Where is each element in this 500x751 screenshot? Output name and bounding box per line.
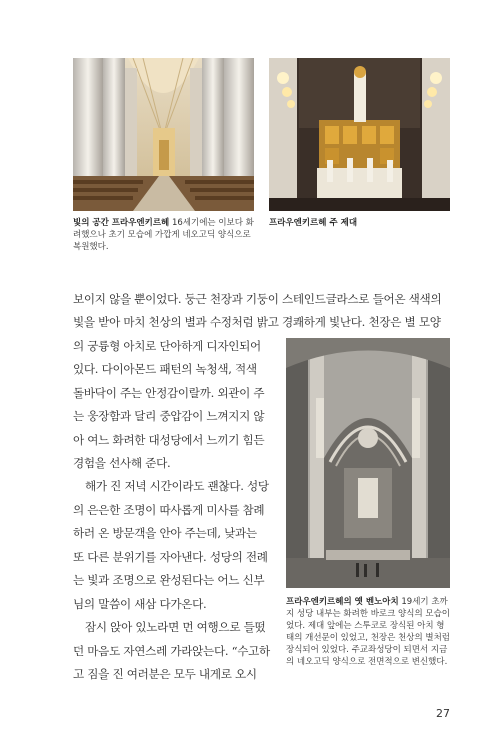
body-line-10: 의 은은한 조명이 따사롭게 미사를 참례: [73, 503, 265, 517]
body-line-11: 하러 온 방문객을 안아 주는데, 낮과는: [73, 526, 257, 540]
body-line-17: 고 짐을 진 여러분은 모두 내게로 오시: [73, 667, 257, 681]
body-line-8: 경험을 선사해 준다.: [73, 456, 171, 470]
page-number: 27: [436, 707, 450, 720]
figure-caption-3: 프라우엔키르헤의 옛 벤노아치 19세기 초까지 성당 내부는 화려한 바로크 양식의 모습이었다. 제대 앞에는 스투코로 장식된 아치 형태의 개선문이 있었고, 천장은 천상의 별처럼 장식되어 있었다. 주교좌성당이 되면서 지금의 네오고딕 양식으로 전면적으로 변신했다.: [286, 597, 451, 667]
body-line-2: 빛을 받아 마치 천상의 별과 수정처럼 밝고 경쾌하게 빛난다. 천장은 별 모양: [73, 315, 441, 329]
body-line-14: 님의 말씀이 새삼 다가온다.: [73, 597, 207, 611]
body-line-13: 는 빛과 조명으로 완성된다는 어느 신부: [73, 573, 265, 587]
body-line-3: 의 궁륭형 아치로 단아하게 디자인되어: [73, 339, 261, 353]
body-line-12: 또 다른 분위기를 자아낸다. 성당의 전례: [73, 550, 268, 564]
body-line-7: 아 여느 화려한 대성당에서 느끼기 힘든: [73, 433, 265, 447]
body-line-15: 잠시 앉아 있노라면 먼 여행으로 들떴: [85, 620, 266, 634]
figure-caption-1: 빛의 공간 프라우엔키르헤 16세기에는 이보다 화려했으나 초기 모습에 가깝게 네오고딕 양식으로 복원했다.: [73, 218, 254, 252]
nave-photo: [73, 58, 254, 211]
benno-arch-photo: [286, 338, 450, 588]
figure-caption-2: 프라우엔키르헤 주 제대: [269, 218, 358, 228]
body-line-4: 있다. 다이아몬드 패턴의 녹청색, 적색: [73, 362, 257, 376]
body-line-6: 는 웅장함과 달리 중압감이 느껴지지 않: [73, 409, 265, 423]
body-line-9: 해가 진 저녁 시간이라도 괜찮다. 성당: [85, 479, 269, 493]
body-line-1: 보이지 않을 뿐이었다. 둥근 천장과 기둥이 스테인드글라스로 들어온 색색의: [73, 292, 442, 306]
body-line-5: 돌바닥이 주는 안정감이랄까. 외관이 주: [73, 386, 265, 400]
body-line-16: 던 마음도 자연스레 가라앉는다. “수고하: [73, 644, 270, 658]
main-altar-photo: [269, 58, 450, 211]
